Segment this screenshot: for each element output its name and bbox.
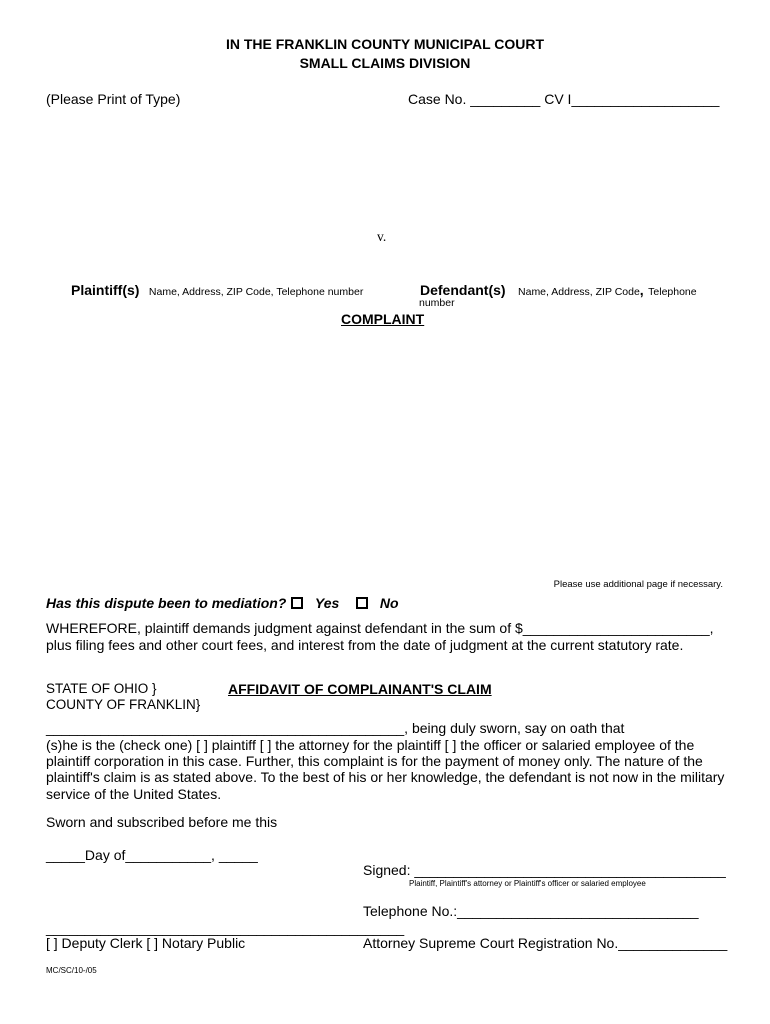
plaintiff-label-group [71, 282, 363, 300]
complaint-heading: COMPLAINT [341, 311, 425, 327]
attorney-registration-line[interactable]: Attorney Supreme Court Registration No.______________ [363, 935, 728, 951]
plaintiff-hint: Name, Address, ZIP Code, Telephone number [148, 286, 364, 298]
affidavit-line-3: plaintiff corporation in this case. Further, this complaint is for the payment of money only. The nature of the [46, 753, 703, 769]
mediation-yes-option[interactable] [291, 595, 339, 611]
affidavit-line-1: ______________________________________________, being duly sworn, say on oath that [46, 720, 625, 736]
case-number-field[interactable]: Case No. _________ CV I___________________ [408, 91, 720, 107]
day-line[interactable]: _____Day of___________, _____ [46, 847, 258, 863]
wherefore-line-1: WHEREFORE, plaintiff demands judgment against defendant in the sum of $________________________, [46, 620, 714, 636]
affidavit-heading: AFFIDAVIT OF COMPLAINANT'S CLAIM [228, 681, 492, 697]
versus-label: v. [377, 229, 387, 244]
defendant-hint-comma: , [639, 282, 644, 298]
print-instruction: (Please Print of Type) [46, 91, 181, 107]
no-label: No [379, 595, 399, 611]
telephone-line[interactable]: Telephone No.:_______________________________ [363, 903, 699, 919]
defendant-hint-line2: number [419, 297, 455, 309]
officer-signature-line[interactable]: ______________________________________________ [46, 920, 405, 936]
yes-label: Yes [314, 595, 340, 611]
mediation-no-option[interactable] [356, 595, 399, 611]
court-title: IN THE FRANKLIN COUNTY MUNICIPAL COURT [225, 36, 545, 52]
wherefore-line-2: plus filing fees and other court fees, and interest from the date of judgment at the current statutory rate. [46, 637, 684, 653]
plaintiff-label: Plaintiff(s) [71, 282, 140, 298]
defendant-label-group [420, 282, 697, 300]
yes-checkbox[interactable] [291, 597, 303, 609]
defendant-hint-tail: Telephone [648, 286, 697, 298]
affidavit-line-5: service of the United States. [46, 786, 222, 802]
form-code: MC/SC/10-/05 [46, 966, 97, 975]
mediation-question: Has this dispute been to mediation? [46, 595, 287, 611]
venue-county: COUNTY OF FRANKLIN} [46, 697, 201, 712]
additional-page-note: Please use additional page if necessary. [553, 579, 723, 590]
no-checkbox[interactable] [356, 597, 368, 609]
defendant-label: Defendant(s) [420, 282, 506, 298]
defendant-hint: Name, Address, ZIP Code [518, 286, 640, 298]
division-title: SMALL CLAIMS DIVISION [299, 55, 471, 71]
signed-caption: Plaintiff, Plaintiff's attorney or Plaintiff's officer or salaried employee [409, 879, 646, 888]
signed-line[interactable]: Signed: ________________________________________ [363, 862, 726, 878]
officer-options[interactable]: [ ] Deputy Clerk [ ] Notary Public [46, 935, 246, 951]
affidavit-line-2: (s)he is the (check one) [ ] plaintiff [ ] the attorney for the plaintiff [ ] the officer or salaried employee of the [46, 737, 695, 753]
affidavit-line-4: plaintiff's claim is as stated above. To the best of his or her knowledge, the defendant is not now in the military [46, 769, 725, 785]
sworn-text: Sworn and subscribed before me this [46, 814, 278, 830]
venue-state: STATE OF OHIO } [46, 681, 157, 696]
